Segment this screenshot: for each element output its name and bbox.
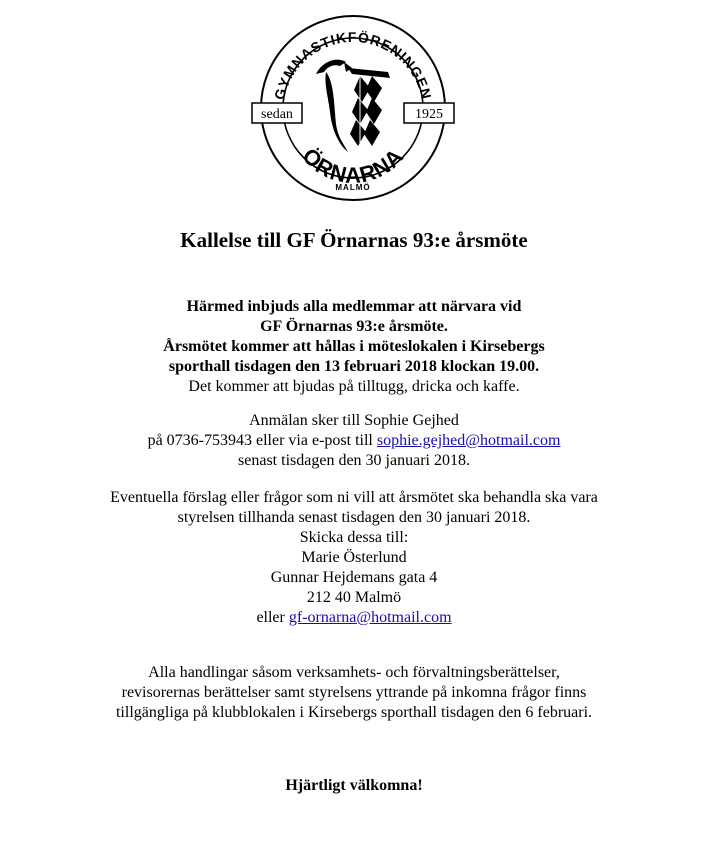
invite-line-2: GF Örnarnas 93:e årsmöte. <box>260 318 448 335</box>
signup-paragraph <box>0 411 708 471</box>
recipient-street: Gunnar Hejdemans gata 4 <box>270 569 438 586</box>
logo-ring-top-text: GYMNASTIKFÖRENINGEN <box>271 28 435 102</box>
invite-line-3: Årsmötet kommer att hållas i möteslokalen i Kirsebergs <box>163 338 545 355</box>
recipient-name: Marie Österlund <box>301 549 407 566</box>
recipient-postal: 212 40 Malmö <box>306 589 402 606</box>
signup-line-1: Anmälan sker till Sophie Gejhed <box>249 412 459 429</box>
svg-text:ÖRNARNA <box>297 143 408 188</box>
documents-line-2: revisorernas berättelser samt styrelsens yttrande på inkomna frågor finns <box>121 684 587 701</box>
proposals-or-text: eller <box>256 609 289 626</box>
documents-line-1: Alla handlingar såsom verksamhets- och förvaltningsberättelser, <box>148 664 560 681</box>
proposals-line-3: Skicka dessa till: <box>299 529 409 546</box>
signup-line-2 <box>0 431 708 451</box>
club-logo <box>248 12 458 202</box>
logo-right-label: 1925 <box>415 107 443 122</box>
proposals-paragraph <box>0 488 708 628</box>
documents-paragraph <box>0 663 708 723</box>
invite-line-4: sporthall tisdagen den 13 februari 2018 klockan 19.00. <box>168 358 540 375</box>
proposals-email-link[interactable]: gf-ornarna@hotmail.com <box>288 609 452 626</box>
logo-city: MALMÖ <box>335 183 371 192</box>
proposals-email-line <box>0 608 708 628</box>
logo-left-label: sedan <box>261 107 293 122</box>
invite-line-5: Det kommer att bjudas på tilltugg, dricka och kaffe. <box>188 378 520 395</box>
signup-email-link[interactable]: sophie.gejhed@hotmail.com <box>376 432 561 449</box>
invitation-paragraph <box>0 297 708 397</box>
page-title: Kallelse till GF Örnarnas 93:e årsmöte <box>180 228 528 252</box>
eagle-icon <box>316 60 390 152</box>
signup-phone-text: på 0736-753943 eller via e-post till <box>147 432 377 449</box>
proposals-line-2: styrelsen tillhanda senast tisdagen den 30 januari 2018. <box>177 509 531 526</box>
closing-greeting: Hjärtligt välkomna! <box>285 777 423 794</box>
svg-text:GYMNASTIKFÖRENINGEN <box>271 29 435 101</box>
logo-ring-bottom-text: ÖRNARNA <box>297 143 409 188</box>
signup-line-3: senast tisdagen den 30 januari 2018. <box>238 452 470 469</box>
proposals-line-1: Eventuella förslag eller frågor som ni vill att årsmötet ska behandla ska vara <box>110 489 598 506</box>
documents-line-3: tillgängliga på klubblokalen i Kirsebergs sporthall tisdagen den 6 februari. <box>115 704 593 721</box>
invite-line-1: Härmed inbjuds alla medlemmar att närvara vid <box>186 298 522 315</box>
